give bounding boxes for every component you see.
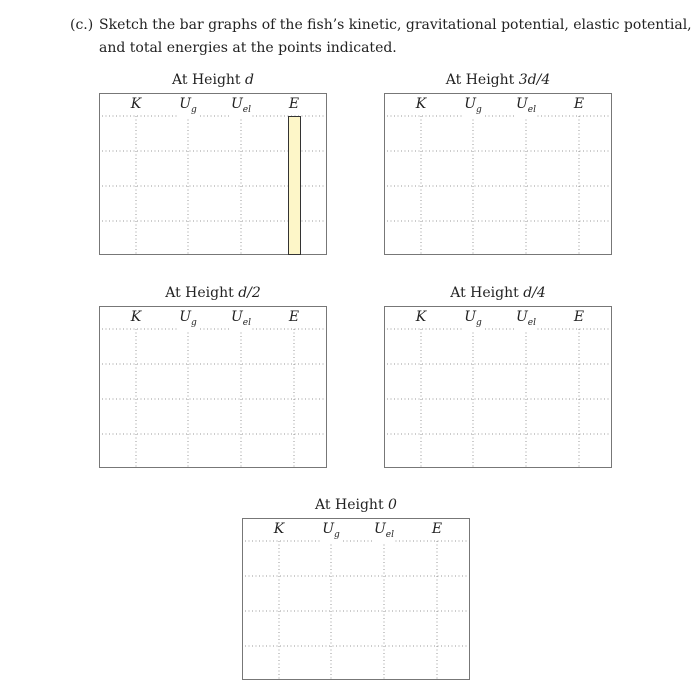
bar-label-e: E [431, 521, 443, 537]
bar-label-k: K [130, 96, 142, 112]
bar-label-k: K [130, 309, 142, 325]
bar-label-ug: $U_g$ [178, 309, 198, 331]
graph-title: At Height d [172, 72, 254, 88]
bar-label-ug: $U_g$ [178, 96, 198, 118]
bar-label-k: K [415, 309, 427, 325]
graph-title: At Height 0 [315, 497, 397, 513]
bar-label-ug: $U_g$ [463, 96, 483, 118]
bar-chart-area[interactable] [99, 306, 327, 468]
bar-chart-area[interactable] [242, 518, 470, 680]
bar-label-ug: $U_g$ [321, 521, 341, 543]
dotted-grid [385, 94, 613, 256]
graph-title: At Height 3d/4 [445, 72, 551, 88]
bar-label-k: K [273, 521, 285, 537]
bar-label-k: K [415, 96, 427, 112]
graph-title: At Height d/2 [165, 285, 261, 301]
bar-label-ug: $U_g$ [463, 309, 483, 331]
bar-label-uel: $U_{el}$ [230, 309, 252, 331]
dotted-grid [385, 307, 613, 469]
bar-chart-area[interactable] [99, 93, 327, 255]
question-line-2: and total energies at the points indicated. [99, 40, 397, 56]
bar-chart-area[interactable] [384, 306, 612, 468]
graph-title: At Height d/4 [450, 285, 546, 301]
bar-label-e: E [288, 309, 300, 325]
dotted-grid [100, 307, 328, 469]
bar-label-uel: $U_{el}$ [373, 521, 395, 543]
bar-label-uel: $U_{el}$ [515, 96, 537, 118]
energy-bar-e [288, 116, 301, 255]
question-line-1: Sketch the bar graphs of the fish’s kinetic, gravitational potential, elastic potential, [99, 17, 692, 33]
bar-label-uel: $U_{el}$ [515, 309, 537, 331]
bar-label-e: E [573, 96, 585, 112]
bar-label-e: E [573, 309, 585, 325]
dotted-grid [243, 519, 471, 681]
question-number: (c.) [70, 17, 94, 33]
bar-label-uel: $U_{el}$ [230, 96, 252, 118]
bar-chart-area[interactable] [384, 93, 612, 255]
bar-label-e: E [288, 96, 300, 112]
